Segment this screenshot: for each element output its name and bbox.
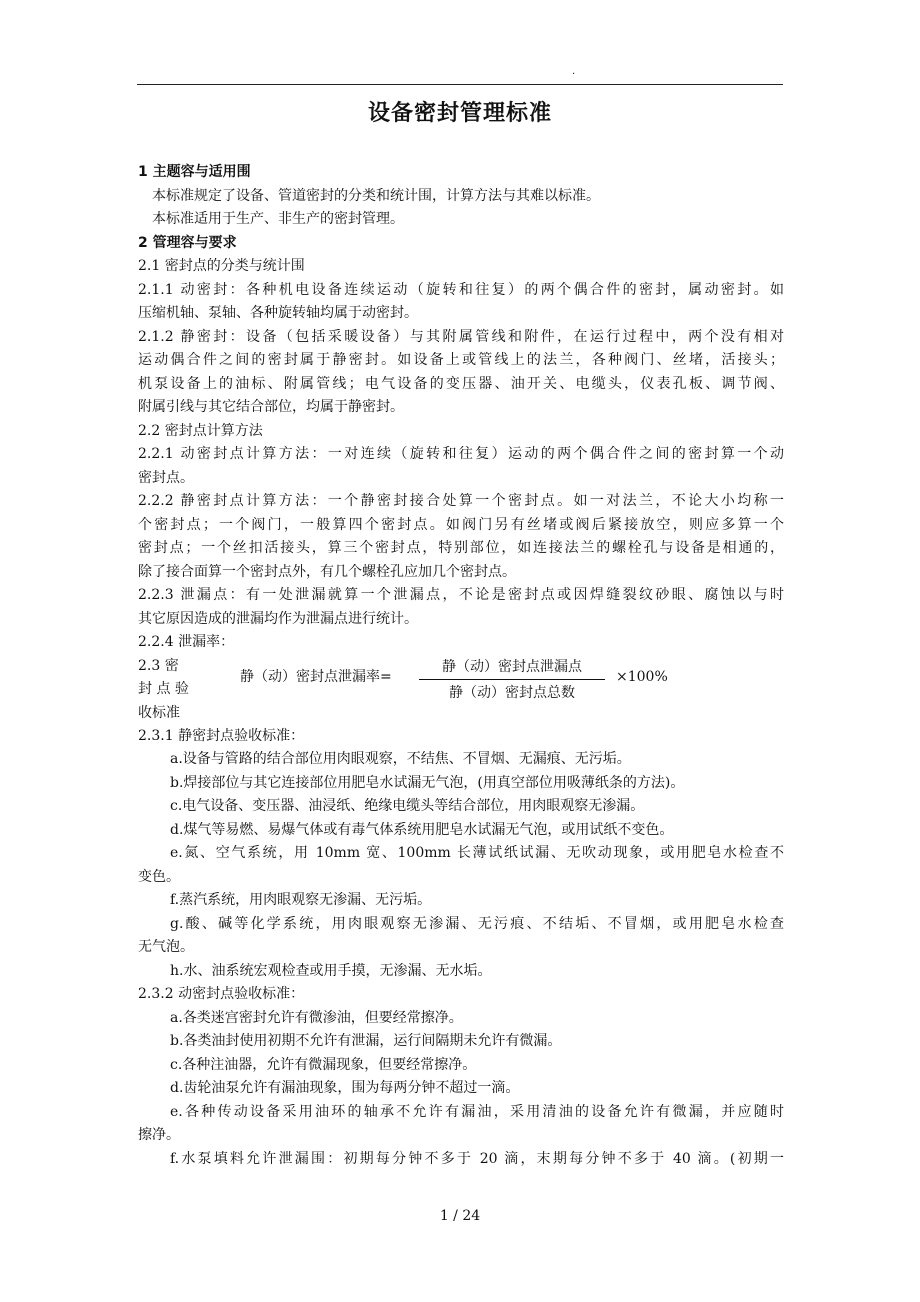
paragraph-line: 2.2.3 泄漏点：有一处泄漏就算一个泄漏点，不论是密封点或因焊缝裂纹砂眼、腐蚀以与时 <box>138 587 784 603</box>
paragraph-line: 机泵设备上的油标、附属管线；电气设备的变压器、油开关、电缆头，仪表孔板、调节阀、 <box>138 375 784 392</box>
section-2-heading: 2 管理容与要求 <box>138 234 237 251</box>
paragraph-line: 密封点；一个丝扣活接头，算三个密封点，特别部位，如连接法兰的螺栓孔与设备是相通的， <box>138 540 784 556</box>
formula-denominator: 静（动）密封点总数 <box>449 684 575 701</box>
paragraph-line: 个密封点；一个阀门，一般算四个密封点。如阀门另有丝堵或阀后紧接放空，则应多算一个 <box>138 516 784 533</box>
paragraph-line: 2.1.1 动密封：各种机电设备连续运动（旋转和往复）的两个偶合件的密封，属动密封。如 <box>138 281 784 298</box>
list-item: c.各种注油器，允许有微漏现象，但要经常擦净。 <box>170 1056 477 1073</box>
paragraph-line: 运动偶合件之间的密封属于静密封。如设备上或管线上的法兰，各种阀门、丝堵，活接头； <box>138 352 784 368</box>
list-item-continued: 无气泡。 <box>138 939 194 955</box>
list-item: b.各类油封使用初期不允许有泄漏，运行间隔期未允许有微漏。 <box>170 1033 562 1049</box>
formula-numerator: 静（动）密封点泄漏点 <box>442 658 582 675</box>
heading-part: 2.3 密 <box>138 657 179 674</box>
header-rule <box>137 84 783 85</box>
page-number: 1 / 24 <box>439 1208 481 1224</box>
paragraph: 本标准适用于生产、非生产的密封管理。 <box>152 211 404 227</box>
list-item-continued: 变色。 <box>138 868 180 885</box>
list-item: e.氮、空气系统，用 10mm 宽、100mm 长薄试纸试漏、无吹动现象，或用肥皂水检查不 <box>170 845 784 861</box>
list-item: a.各类迷宫密封允许有微渗油，但要经常擦净。 <box>170 1009 463 1026</box>
leak-rate-formula <box>138 655 784 725</box>
paragraph-line: 压缩机轴、泵轴、各种旋转轴均属于动密封。 <box>138 305 418 321</box>
document-title: 设备密封管理标准 <box>367 101 552 126</box>
section-2-3-heading <box>138 655 198 726</box>
heading-part: 封 点 验 <box>138 681 189 697</box>
list-item: d.煤气等易燃、易爆气体或有毒气体系统用肥皂水试漏无气泡，或用试纸不变色。 <box>170 821 674 838</box>
paragraph-line: 2.2.1 动密封点计算方法：一对连续（旋转和往复）运动的两个偶合件之间的密封算一个动 <box>138 446 784 462</box>
subsection-heading: 2.3.1 静密封点验收标准： <box>138 727 305 744</box>
list-item: b.焊接部位与其它连接部位用肥皂水试漏无气泡，(用真空部位用吸薄纸条的方法)。 <box>170 774 685 791</box>
header-mark: . <box>572 66 576 77</box>
list-item: a.设备与管路的结合部位用肉眼观察，不结焦、不冒烟、无漏痕、无污垢。 <box>170 751 631 767</box>
subsection-heading: 2.2 密封点计算方法 <box>138 422 263 439</box>
paragraph: 本标准规定了设备、管道密封的分类和统计围，计算方法与其难以标准。 <box>152 187 600 204</box>
list-item-continued: 擦净。 <box>138 1127 180 1143</box>
document-body <box>138 161 784 1171</box>
paragraph-line: 2.1.2 静密封：设备（包括采暖设备）与其附属管线和附件，在运行过程中，两个没有相对 <box>138 328 784 345</box>
formula-multiplier: ×100% <box>616 668 668 685</box>
subsection-heading: 2.2.4 泄漏率： <box>138 634 235 650</box>
list-item: f.水泵填料允许泄漏围：初期每分钟不多于 20 滴，末期每分钟不多于 40 滴。(初期一 <box>170 1150 784 1167</box>
heading-part: 收标准 <box>138 704 180 721</box>
paragraph-line: 除了接合面算一个密封点外，有几个螺栓孔应加几个密封点。 <box>138 563 516 580</box>
formula-name: 静（动）密封点泄漏率= <box>240 668 392 685</box>
section-1-heading: 1 主题容与适用围 <box>138 164 251 180</box>
paragraph-line: 其它原因造成的泄漏均作为泄漏点进行统计。 <box>138 610 418 627</box>
list-item: c.电气设备、变压器、油浸纸、绝缘电缆头等结合部位，用肉眼观察无渗漏。 <box>170 798 645 814</box>
list-item: h.水、油系统宏观检查或用手摸，无渗漏、无水垢。 <box>170 962 492 979</box>
list-item: g.酸、碱等化学系统，用肉眼观察无渗漏、无污痕、不结垢、不冒烟，或用肥皂水检查 <box>170 915 784 932</box>
list-item: f.蒸汽系统，用肉眼观察无渗漏、无污垢。 <box>170 892 432 908</box>
subsection-heading: 2.3.2 动密封点验收标准： <box>138 986 305 1002</box>
subsection-heading: 2.1 密封点的分类与统计围 <box>138 258 305 274</box>
list-item: d.齿轮油泵允许有漏油现象，围为每两分钟不超过一滴。 <box>170 1080 520 1096</box>
list-item: e.各种传动设备采用油环的轴承不允许有漏油，采用清油的设备允许有微漏，并应随时 <box>170 1103 784 1120</box>
paragraph-line: 2.2.2 静密封点计算方法：一个静密封接合处算一个密封点。如一对法兰，不论大小均称一 <box>138 493 784 509</box>
fraction-bar <box>419 679 605 680</box>
paragraph-line: 附属引线与其它结合部位，均属于静密封。 <box>138 399 404 415</box>
paragraph-line: 密封点。 <box>138 469 194 486</box>
